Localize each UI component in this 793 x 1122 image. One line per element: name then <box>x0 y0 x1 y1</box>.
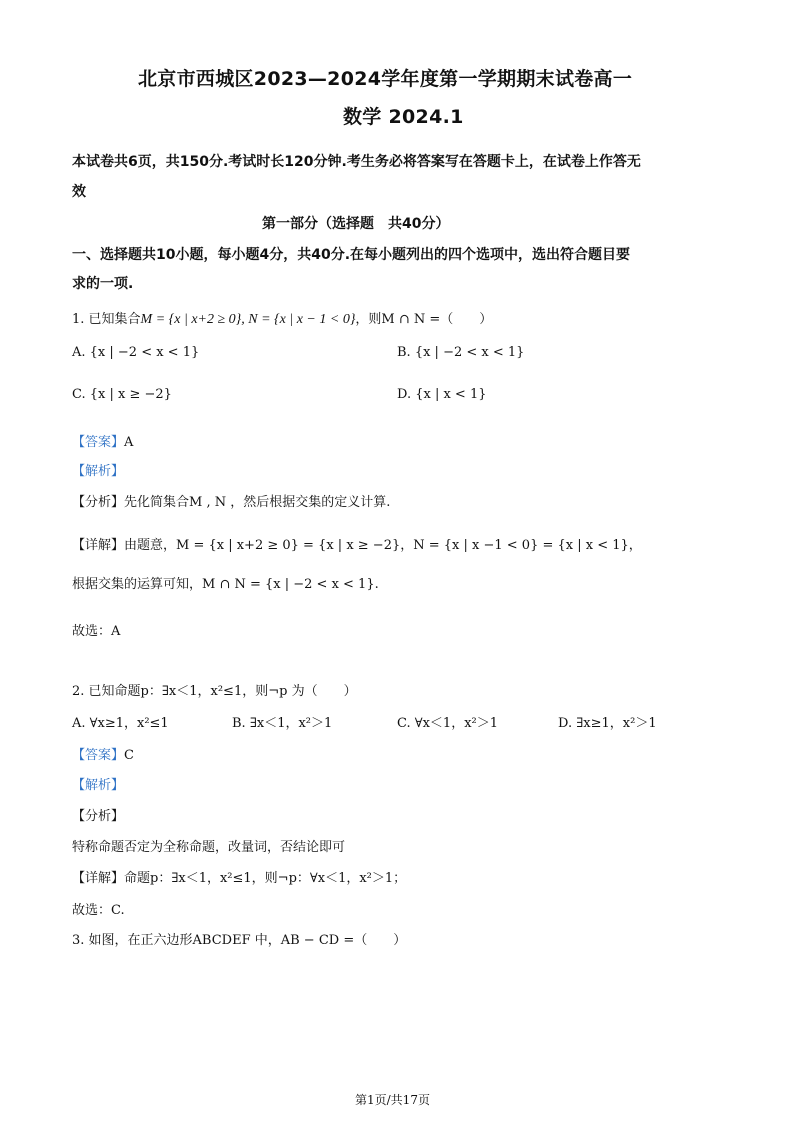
section-instruction-1: 一、选择题共10小题，每小题4分，共40分.在每小题列出的四个选项中，选出符合题目要 <box>72 247 631 263</box>
section-heading: 第一部分（选择题 共40分） <box>262 216 450 232</box>
q2-detail: 【详解】命题p：∃x＜1，x²≤1，则¬p：∀x＜1，x²＞1； <box>72 871 407 886</box>
q1-stem-math: M = {x | x+2 ≥ 0}, N = {x | x − 1 < 0} <box>140 312 356 327</box>
q1-answer: A <box>124 435 134 450</box>
q1-stem <box>72 308 492 328</box>
q2-option-c: C. ∀x＜1，x²＞1 <box>397 716 499 731</box>
q2-option-a: A. ∀x≥1，x²≤1 <box>72 716 169 731</box>
q1-option-c: C. {x | x ≥ −2} <box>72 387 172 402</box>
q3-stem: 3. 如图，在正六边形ABCDEF 中，AB − CD =（ ） <box>72 933 407 948</box>
section-instruction-2: 求的一项. <box>72 276 134 292</box>
q1-answer-tag: 【答案】 <box>72 435 125 450</box>
q1-stem-suffix: ，则M ∩ N =（ ） <box>355 312 493 327</box>
q2-analysis-tag: 【解析】 <box>72 778 125 793</box>
q1-detail: 【详解】由题意，M = {x | x+2 ≥ 0} = {x | x ≥ −2}，N = {x | x −1 < 0} = {x | x < 1}， <box>72 538 642 553</box>
q2-answer: C <box>124 748 134 763</box>
q1-stem-prefix: 1. 已知集合 <box>72 312 141 327</box>
q1-choose: 故选：A <box>72 624 121 639</box>
exam-title: 北京市西城区2023—2024学年度第一学期期末试卷高一 <box>138 68 633 90</box>
q1-fenxi: 【分析】先化简集合M , N ，然后根据交集的定义计算. <box>72 495 391 510</box>
q2-option-b: B. ∃x＜1，x²＞1 <box>232 716 333 731</box>
q2-option-d: D. ∃x≥1，x²＞1 <box>558 716 657 731</box>
q1-analysis-tag: 【解析】 <box>72 464 125 479</box>
exam-subtitle: 数学 2024.1 <box>343 106 464 128</box>
q2-choose: 故选：C. <box>72 903 125 918</box>
q1-answer-line <box>72 431 133 450</box>
q2-stem: 2. 已知命题p：∃x＜1，x²≤1，则¬p 为（ ） <box>72 684 357 699</box>
q1-option-d: D. {x | x < 1} <box>397 387 487 402</box>
intro-line-2: 效 <box>72 184 86 200</box>
intro-line-1: 本试卷共6页，共150分.考试时长120分钟.考生务必将答案写在答题卡上，在试卷上作答无 <box>72 154 641 170</box>
q1-option-b: B. {x | −2 < x < 1} <box>397 345 525 360</box>
q1-option-a: A. {x | −2 < x < 1} <box>72 345 200 360</box>
q2-fenxi-tag: 【分析】 <box>72 809 125 824</box>
q2-fenxi: 特称命题否定为全称命题，改量词，否结论即可 <box>72 840 346 855</box>
q1-conclusion: 根据交集的运算可知，M ∩ N = {x | −2 < x < 1}. <box>72 577 379 592</box>
q2-answer-tag: 【答案】 <box>72 748 125 763</box>
q2-answer-line <box>72 744 134 763</box>
page-number: 第1页/共17页 <box>355 1093 430 1107</box>
